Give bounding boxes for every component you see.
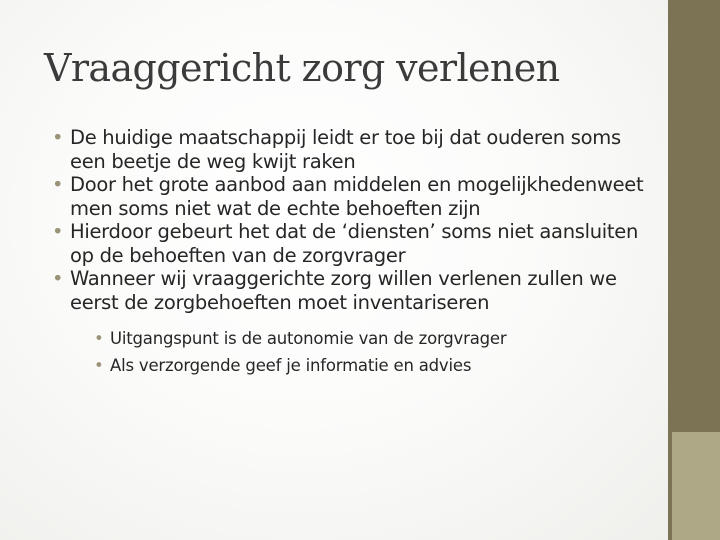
bullet-item xyxy=(52,173,652,220)
side-accent xyxy=(672,432,720,540)
bullet-dot-icon: • xyxy=(52,173,64,196)
bullet-dot-icon: • xyxy=(52,220,64,243)
bullet-dot-icon: • xyxy=(52,126,64,149)
sub-bullet-text: Als verzorgende geef je informatie en advies xyxy=(110,356,472,375)
bullet-text: Door het grote aanbod aan middelen en mogelijkhedenweet men soms niet wat de echte behoeften zijn xyxy=(70,173,644,220)
sub-bullet-text: Uitgangspunt is de autonomie van de zorgvrager xyxy=(110,329,507,348)
bullet-text: Hierdoor gebeurt het dat de ‘diensten’ soms niet aansluiten op de behoeften van de zorgvrager xyxy=(70,220,639,267)
sub-bullet-item xyxy=(70,325,652,352)
sub-bullet-dot-icon: • xyxy=(94,356,104,375)
bullet-text: De huidige maatschappij leidt er toe bij dat ouderen soms een beetje de weg kwijt raken xyxy=(70,126,621,173)
bullet-list xyxy=(52,126,652,379)
bullet-dot-icon: • xyxy=(52,267,64,290)
slide-content xyxy=(52,126,652,379)
sub-bullet-dot-icon: • xyxy=(94,329,104,348)
sub-bullet-item xyxy=(70,352,652,379)
sub-bullet-list xyxy=(70,325,652,379)
bullet-item xyxy=(52,220,652,267)
bullet-item xyxy=(52,126,652,173)
slide-title: Vraaggericht zorg verlenen xyxy=(44,46,560,90)
bullet-item xyxy=(52,267,652,379)
bullet-text: Wanneer wij vraaggerichte zorg willen verlenen zullen we eerst de zorgbehoeften moet inventariseren xyxy=(70,267,617,314)
